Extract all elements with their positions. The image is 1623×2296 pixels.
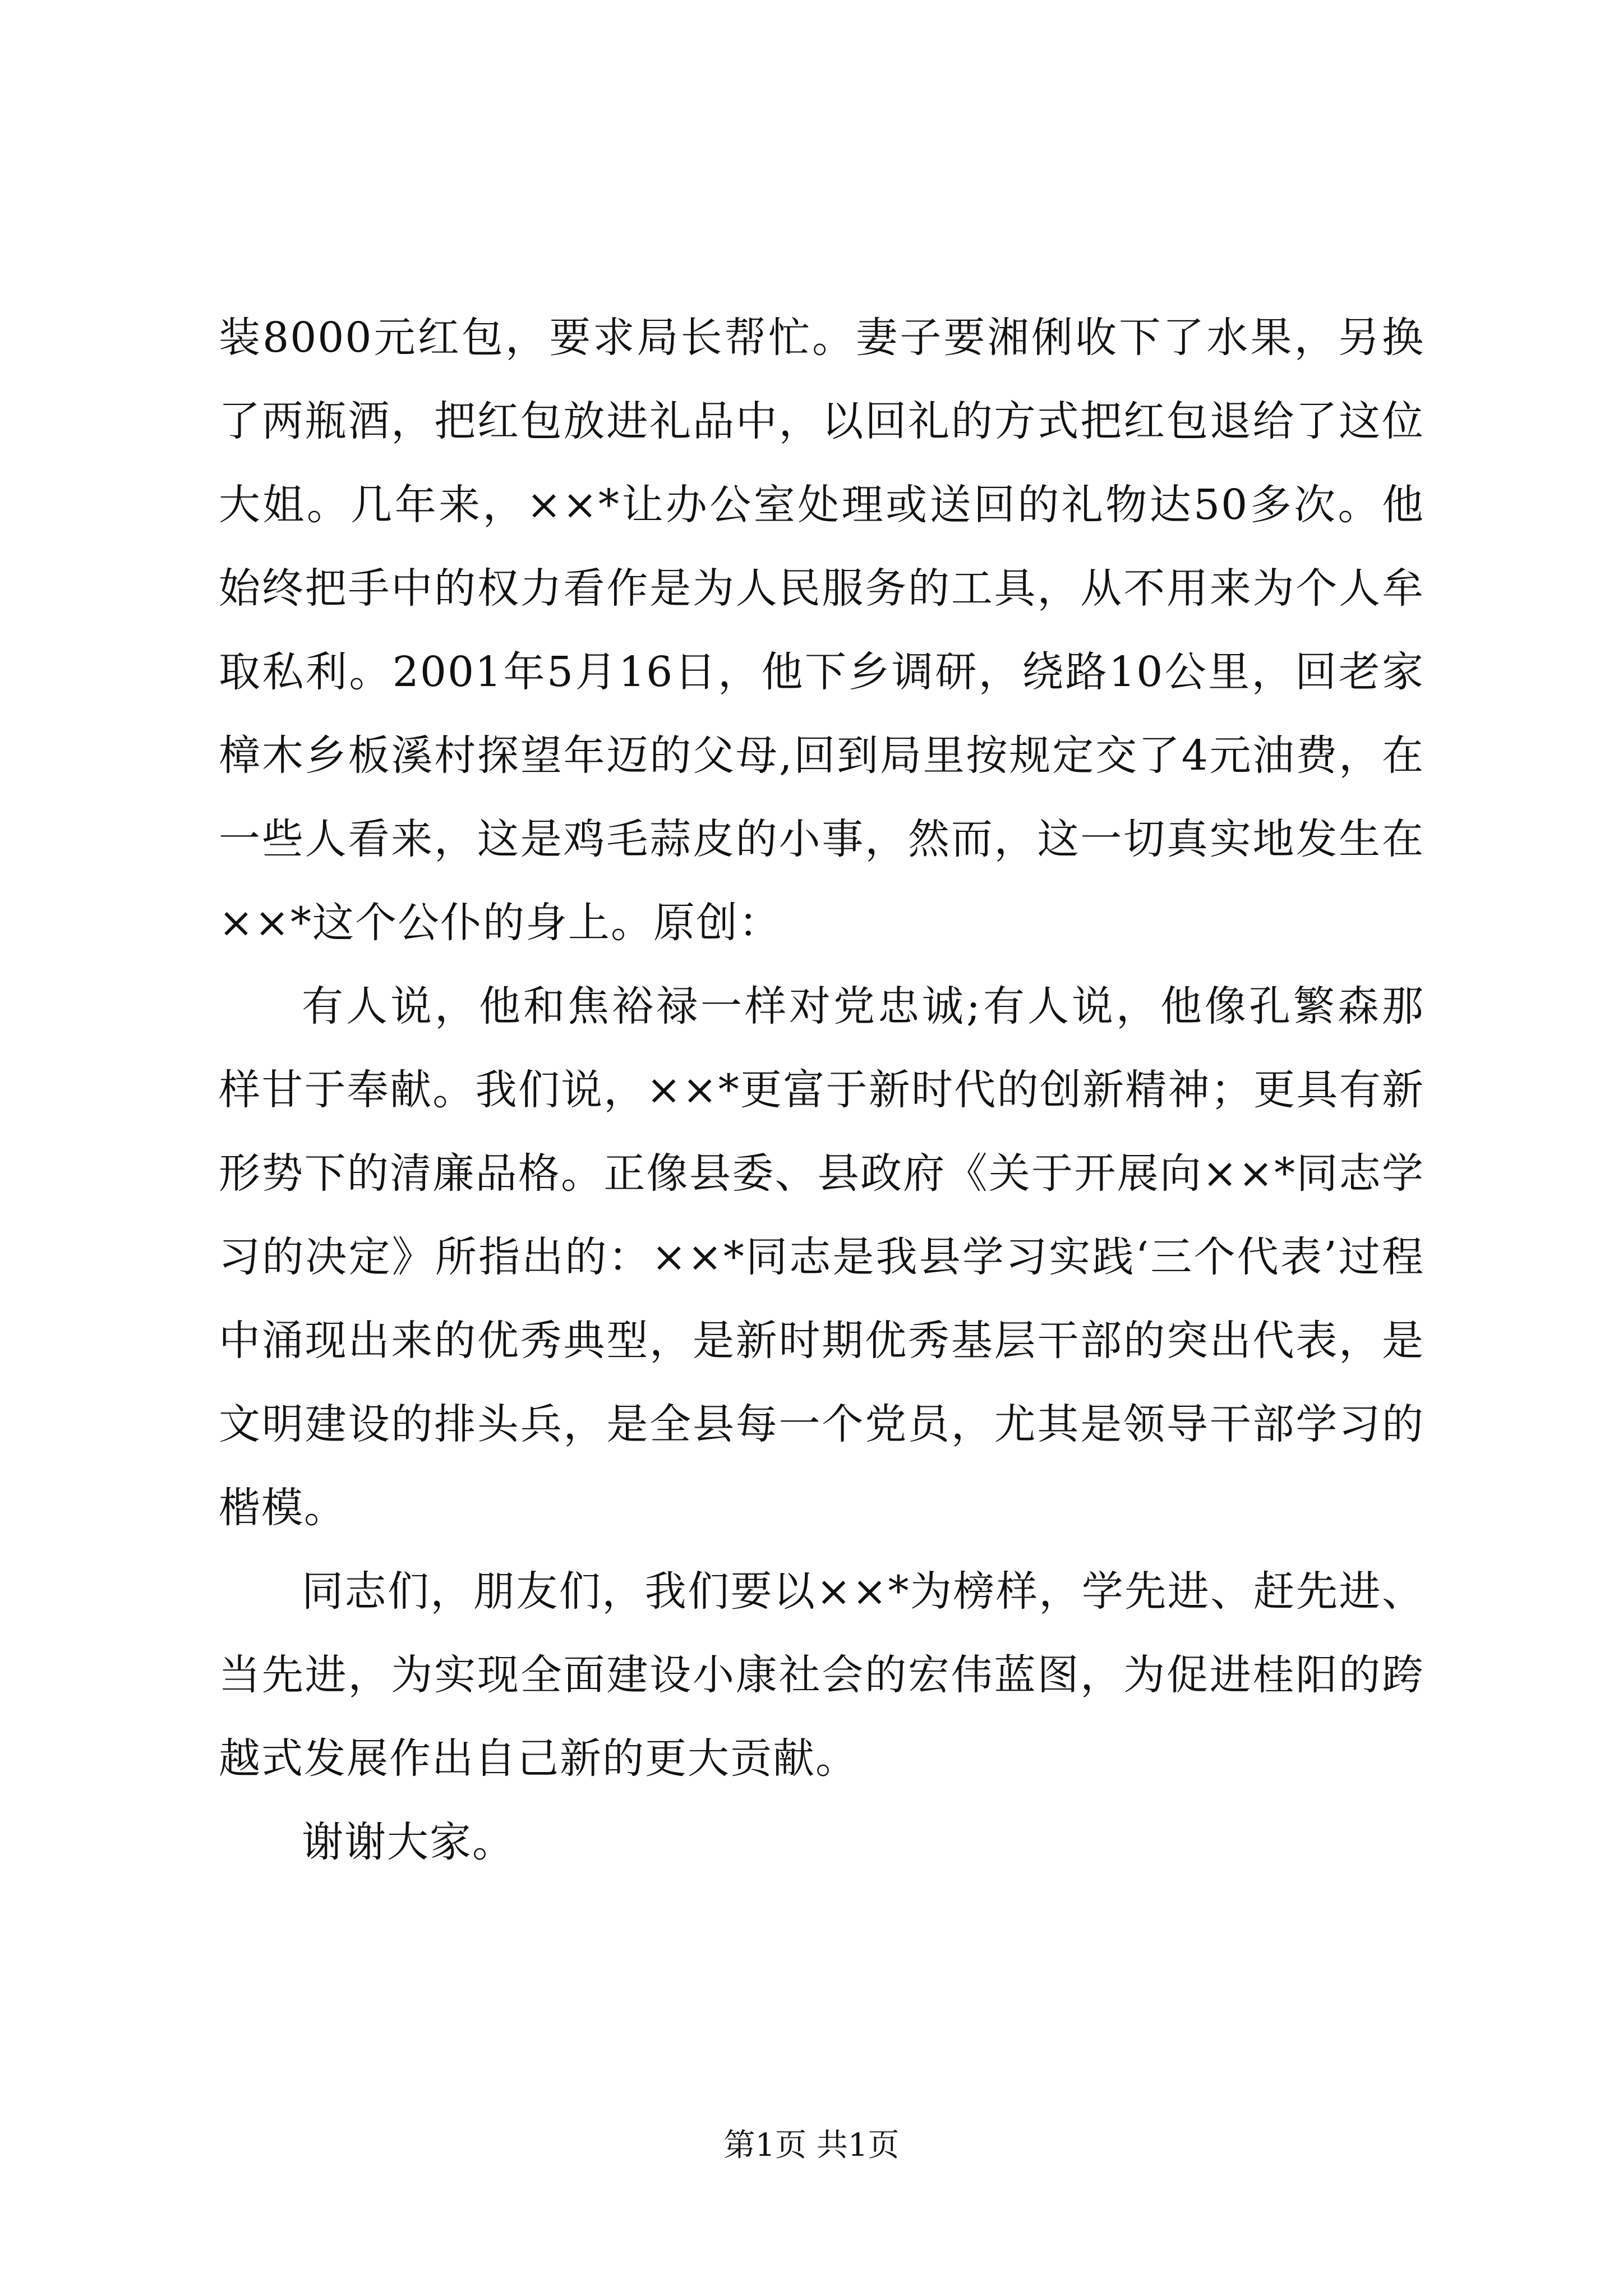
paragraph-3: 同志们，朋友们，我们要以××*为榜样，学先进、赶先进、当先进，为实现全面建设小康社会的宏伟蓝图，为促进桂阳的跨越式发展作出自己新的更大贡献。 [219,1567,1424,1783]
paragraph-2: 有人说，他和焦裕禄一样对党忠诚;有人说，他像孔繁森那样甘于奉献。我们说，××*更富于新时代的创新精神；更具有新形势下的清廉品格。正像县委、县政府《关于开展向××*同志学习的决定》所指出的：××*同志是我县学习实践‘三个代表’过程中涌现出来的优秀典型，是新时期优秀基层干部的突出代表，是文明建设的排头兵，是全县每一个党员，尤其是领导干部学习的楷模。 [219,982,1424,1532]
document-body [219,296,1424,1884]
paragraph-4: 谢谢大家。 [302,1818,515,1866]
paragraph-1: 装8000元红包，要求局长帮忙。妻子要湘俐收下了水果，另换了两瓶酒，把红包放进礼品中，以回礼的方式把红包退给了这位大姐。几年来，××*让办公室处理或送回的礼物达50多次。他始终把手中的权力看作是为人民服务的工具，从不用来为个人牟取私利。2001年5月16日，他下乡调研，绕路10公里，回老家樟木乡板溪村探望年迈的父母,回到局里按规定交了4元油费，在一些人看来，这是鸡毛蒜皮的小事，然而，这一切真实地发生在××*这个公仆的身上。原创： [219,314,1424,947]
page-footer: 第1页 共1页 [723,2127,900,2164]
